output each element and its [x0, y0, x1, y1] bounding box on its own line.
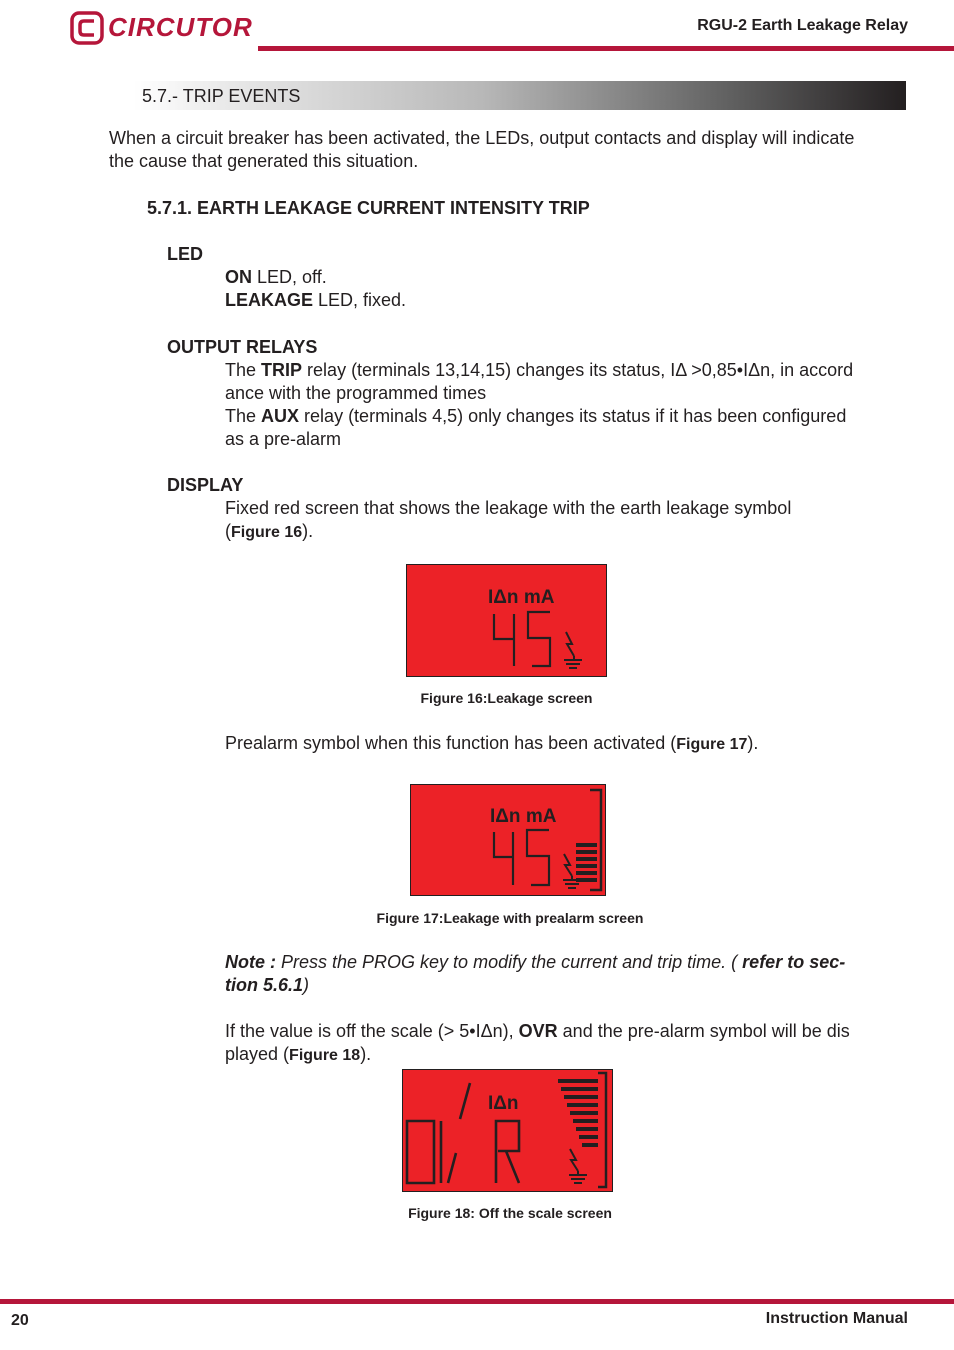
trip-line-1 [225, 359, 853, 382]
brand-logo [70, 10, 253, 46]
lcd-17-unit: IΔn mA [490, 806, 557, 827]
aux-pre: The [225, 406, 262, 426]
lcd-16-unit: IΔn mA [488, 587, 555, 608]
lcd-figure-18 [402, 1069, 613, 1192]
led-on-label: ON [225, 267, 252, 287]
trip-text: relay (terminals 13,14,15) changes its status, IΔ >0,85•IΔn, in accord [302, 360, 854, 380]
led-on-line [225, 266, 327, 289]
trip-line-2: ance with the programmed times [225, 383, 487, 403]
figure-16-ref: Figure 16 [231, 524, 303, 541]
figure-16-caption: Figure 16:Leakage screen [420, 690, 593, 706]
prealarm-close: ). [747, 733, 759, 753]
display-paren-close: ). [302, 521, 314, 541]
ovr-line2-pre: played ( [225, 1044, 290, 1064]
aux-line-2: as a pre-alarm [225, 429, 342, 449]
page-number: 20 [11, 1312, 29, 1329]
footer-rule [0, 1299, 954, 1304]
aux-label: AUX [261, 406, 300, 426]
lcd-18-unit: IΔn [488, 1093, 519, 1114]
ovr-line2-post: ). [360, 1044, 372, 1064]
relays-heading: OUTPUT RELAYS [167, 337, 318, 357]
display-paren-open: ( [225, 521, 231, 541]
prealarm-line [225, 732, 758, 756]
intro-line-1: When a circuit breaker has been activated, the LEDs, output contacts and display will indicate [109, 128, 855, 148]
figure-17-caption: Figure 17:Leakage with prealarm screen [376, 910, 644, 926]
subsection-title: 5.7.1. EARTH LEAKAGE CURRENT INTENSITY TRIP [147, 198, 590, 218]
ovr-pre: If the value is off the scale (> 5•IΔn), [225, 1021, 519, 1041]
note-ref-2: tion 5.6.1 [225, 975, 304, 995]
footer-manual: Instruction Manual [765, 1310, 908, 1327]
lcd-figure-16 [406, 564, 607, 677]
section-title: 5.7.- TRIP EVENTS [142, 86, 301, 106]
figure-18-ref: Figure 18 [289, 1047, 361, 1064]
ovr-label: OVR [518, 1021, 558, 1041]
prealarm-text: Prealarm symbol when this function has been activated ( [225, 733, 677, 753]
doc-title: RGU-2 Earth Leakage Relay [697, 17, 908, 34]
trip-label: TRIP [261, 360, 303, 380]
note-text: Press the PROG key to modify the current and trip time. ( [276, 952, 743, 972]
aux-line-1 [225, 405, 846, 428]
figure-17-ref: Figure 17 [676, 736, 748, 753]
display-line-2 [225, 520, 313, 544]
ovr-line-1 [225, 1020, 850, 1043]
lcd-figure-17 [410, 784, 606, 896]
led-leak-label: LEAKAGE [225, 290, 314, 310]
note-ref-1: refer to sec- [742, 952, 846, 972]
ovr-line-2 [225, 1043, 371, 1067]
aux-text: relay (terminals 4,5) only changes its status if it has been configured [299, 406, 847, 426]
brand-name: CIRCUTOR [108, 12, 253, 42]
note-line-2 [225, 974, 309, 997]
note-line-1 [225, 951, 845, 974]
display-line-1: Fixed red screen that shows the leakage with the earth leakage symbol [225, 498, 792, 518]
led-leak-line [225, 289, 406, 312]
header-rule [258, 46, 954, 51]
note-label: Note : [225, 952, 276, 972]
led-heading: LED [167, 244, 203, 264]
led-leak-text: LED, fixed. [313, 290, 407, 310]
ovr-post: and the pre-alarm symbol will be dis [557, 1021, 850, 1041]
intro-line-2: the cause that generated this situation. [109, 151, 419, 171]
note-close: ) [303, 975, 310, 995]
led-on-text: LED, off. [252, 267, 327, 287]
figure-18-caption: Figure 18: Off the scale screen [408, 1205, 612, 1221]
trip-pre: The [225, 360, 262, 380]
display-heading: DISPLAY [167, 475, 244, 495]
